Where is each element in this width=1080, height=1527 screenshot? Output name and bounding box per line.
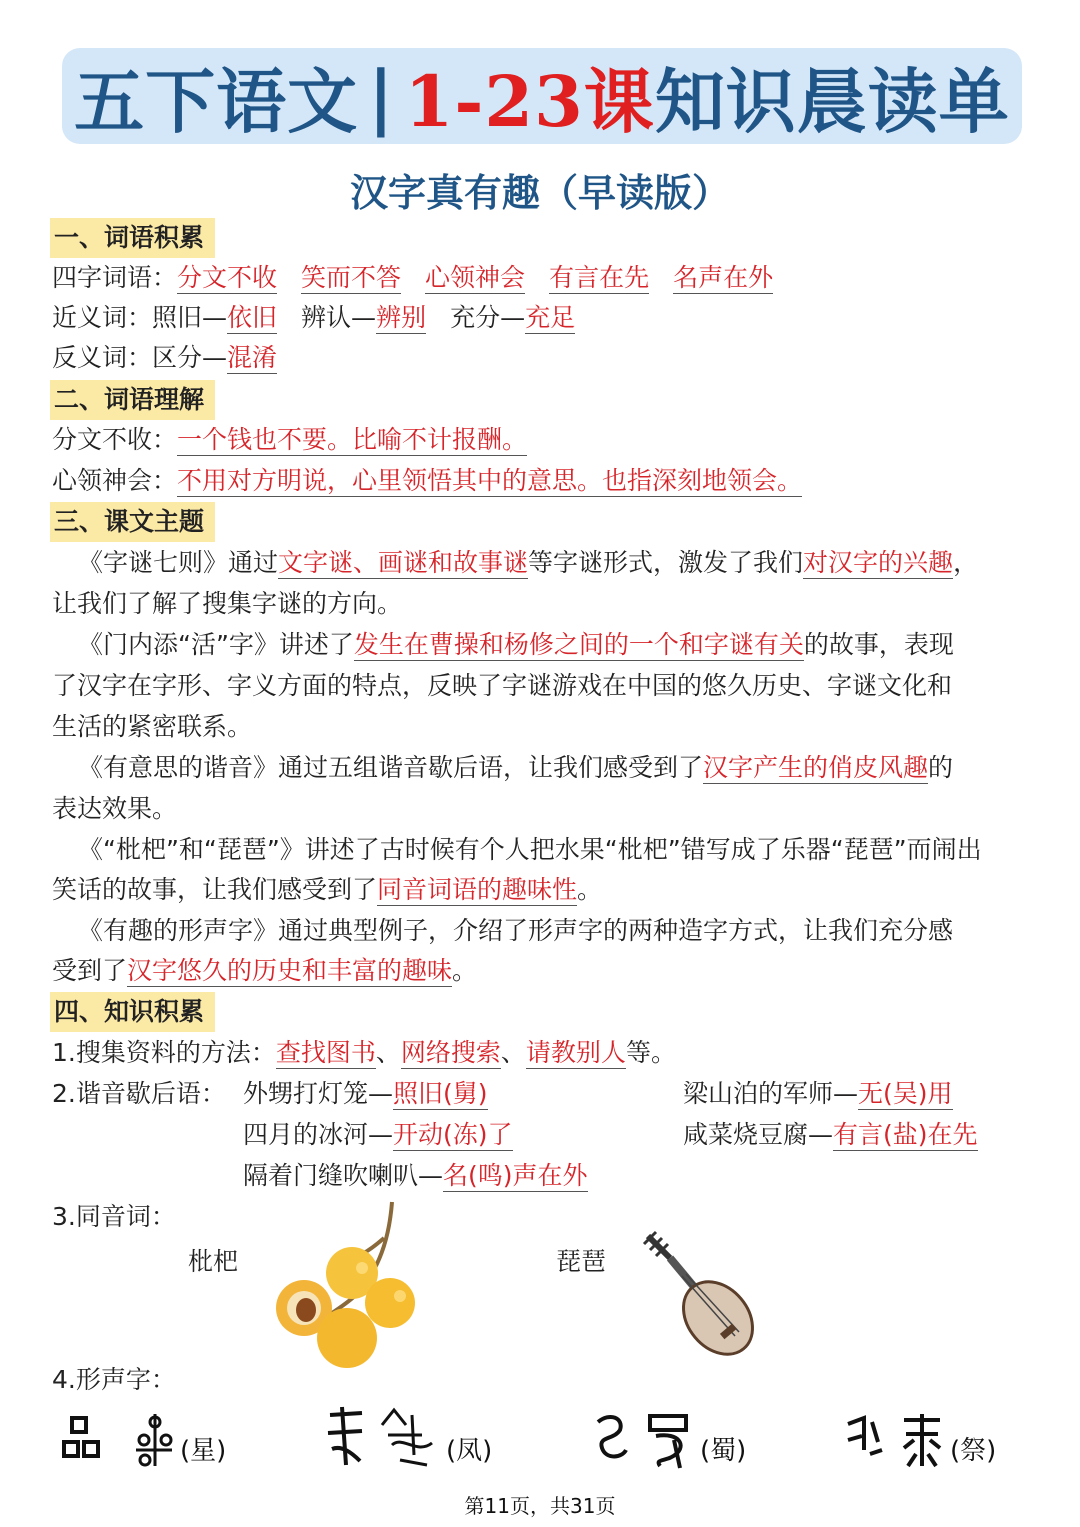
pipa-instrument-image: [640, 1228, 755, 1358]
highlight: 开动(冻)了: [393, 1120, 513, 1149]
antonym-answer: 混淆: [227, 343, 278, 372]
highlight: 照旧(舅): [393, 1079, 488, 1108]
xiehouyu-3: [243, 1115, 513, 1155]
synonym-3-answer: 充足: [525, 303, 576, 332]
shu-char: (蜀): [700, 1436, 747, 1466]
phoenix-ancient-glyph-icon: [322, 1405, 442, 1470]
highlight: 对汉字的兴趣: [803, 548, 954, 577]
xiehouyu-2: [683, 1074, 953, 1114]
subtitle: 汉字真有趣（早读版）: [349, 171, 730, 215]
theme-para-3-line-1: [52, 748, 953, 788]
meaning-row-2: [52, 461, 802, 501]
word-3: 心领神会: [425, 263, 526, 292]
theme-para-5-line-1: 《有趣的形声字》通过典型例子，介绍了形声字的两种造字方式，让我们充分感: [78, 916, 954, 945]
highlight: 名(鸣)声在外: [443, 1161, 588, 1190]
synonym-2-word: 辨认—: [301, 303, 377, 332]
highlight: 汉字产生的俏皮风趣: [703, 753, 929, 782]
word-1: 分文不收: [177, 263, 278, 292]
star-ancient-glyph-icon: [60, 1410, 180, 1470]
pipa-label: 琵琶: [556, 1247, 607, 1276]
theme-para-2-line-2: 了汉字在字形、字义方面的特点，反映了字谜游戏在中国的悠久历史、字谜文化和: [52, 671, 953, 700]
text: 咸菜烧豆腐—: [683, 1120, 834, 1149]
highlight: 无(吴)用: [858, 1079, 953, 1108]
xiehouyu-label: 2.谐音歇后语：: [52, 1079, 226, 1108]
meaning-row-1: [52, 420, 527, 460]
title-part1: 五下语文: [74, 59, 359, 143]
research-methods-row: [52, 1033, 676, 1073]
synonym-1-word: 照旧—: [152, 303, 228, 332]
text: 笑话的故事，让我们感受到了: [52, 875, 378, 904]
text: 。: [452, 956, 478, 985]
word-4: 有言在先: [549, 263, 650, 292]
synonym-2-answer: 辨别: [376, 303, 427, 332]
method-2: 网络搜索: [400, 1038, 501, 1067]
loquat-label: 枇杷: [188, 1247, 239, 1276]
title-banner: [62, 48, 1022, 144]
phoenix-char: (凤): [446, 1436, 493, 1466]
highlight: 有言(盐)在先: [833, 1120, 978, 1149]
loquat-fruit-image: [272, 1198, 422, 1373]
synonyms-row: [52, 298, 575, 338]
text: 的故事，表现: [803, 630, 954, 659]
xiehouyu-1: [243, 1074, 488, 1114]
theme-para-1-line-2: 让我们了解了搜集字谜的方向。: [52, 589, 403, 618]
section-heading-1: 一、词语积累: [50, 218, 215, 258]
highlight: 汉字悠久的历史和丰富的趣味: [127, 956, 453, 985]
text: ，: [953, 548, 979, 577]
meaning-1-text: 一个钱也不要。比喻不计报酬。: [177, 425, 528, 454]
section-heading-2: 二、词语理解: [50, 380, 215, 420]
antonyms-label: 反义词：: [52, 343, 153, 372]
shu-ancient-glyph-icon: [590, 1410, 700, 1470]
star-char: (星): [180, 1436, 227, 1466]
four-char-words-row: [52, 258, 773, 298]
phono-semantic-label: 4.形声字：: [52, 1365, 176, 1394]
page-footer: 第11页，共31页: [464, 1494, 616, 1518]
text: 的: [928, 753, 954, 782]
text: 。: [577, 875, 603, 904]
title-part2: 1-23课: [404, 59, 655, 143]
highlight: 文字谜、画谜和故事谜: [278, 548, 529, 577]
theme-para-5-line-2: [52, 951, 477, 991]
synonym-1-answer: 依旧: [227, 303, 278, 332]
synonym-3-word: 充分—: [450, 303, 526, 332]
text: 、: [500, 1038, 526, 1067]
text: 梁山泊的军师—: [683, 1079, 859, 1108]
text: 《有意思的谐音》通过五组谐音歇后语，让我们感受到了: [78, 753, 704, 782]
four-char-label: 四字词语：: [52, 263, 178, 292]
text: 等字谜形式，激发了我们: [528, 548, 804, 577]
text: 、: [375, 1038, 401, 1067]
title-separator: |: [368, 54, 395, 138]
method-3: 请教别人: [525, 1038, 626, 1067]
text: 隔着门缝吹喇叭—: [243, 1161, 444, 1190]
theme-para-1-line-1: [52, 543, 978, 583]
text: 《字谜七则》通过: [78, 548, 279, 577]
meaning-2-label: 心领神会：: [52, 466, 178, 495]
text: 外甥打灯笼—: [243, 1079, 394, 1108]
sacrifice-char: (祭): [950, 1436, 997, 1466]
xiehouyu-4: [683, 1115, 978, 1155]
antonym-word: 区分—: [152, 343, 228, 372]
text: 1.搜集资料的方法：: [52, 1038, 276, 1067]
highlight: 同音词语的趣味性: [377, 875, 578, 904]
theme-para-4-line-2: [52, 870, 602, 910]
word-2: 笑而不答: [301, 263, 402, 292]
theme-para-3-line-2: 表达效果。: [52, 794, 178, 823]
text: 受到了: [52, 956, 128, 985]
text: 等。: [625, 1038, 676, 1067]
sacrifice-ancient-glyph-icon: [842, 1410, 952, 1470]
text: 《门内添“活”字》讲述了: [78, 630, 354, 659]
homophones-label: 3.同音词：: [52, 1202, 176, 1231]
meaning-1-label: 分文不收：: [52, 425, 178, 454]
method-1: 查找图书: [275, 1038, 376, 1067]
meaning-2-text: 不用对方明说，心里领悟其中的意思。也指深刻地领会。: [177, 466, 803, 495]
synonyms-label: 近义词：: [52, 303, 153, 332]
section-heading-4: 四、知识积累: [50, 992, 215, 1032]
theme-para-4-line-1: 《“枇杷”和“琵琶”》讲述了古时候有个人把水果“枇杷”错写成了乐器“琵琶”而闹出: [78, 835, 982, 864]
section-heading-3: 三、课文主题: [50, 502, 215, 542]
xiehouyu-5: [243, 1156, 588, 1196]
highlight: 发生在曹操和杨修之间的一个和字谜有关: [353, 630, 804, 659]
word-5: 名声在外: [673, 263, 774, 292]
text: 四月的冰河—: [243, 1120, 394, 1149]
theme-para-2-line-3: 生活的紧密联系。: [52, 712, 253, 741]
title-part3: 知识晨读单: [654, 59, 1010, 143]
theme-para-2-line-1: [52, 625, 954, 665]
antonyms-row: [52, 338, 277, 378]
